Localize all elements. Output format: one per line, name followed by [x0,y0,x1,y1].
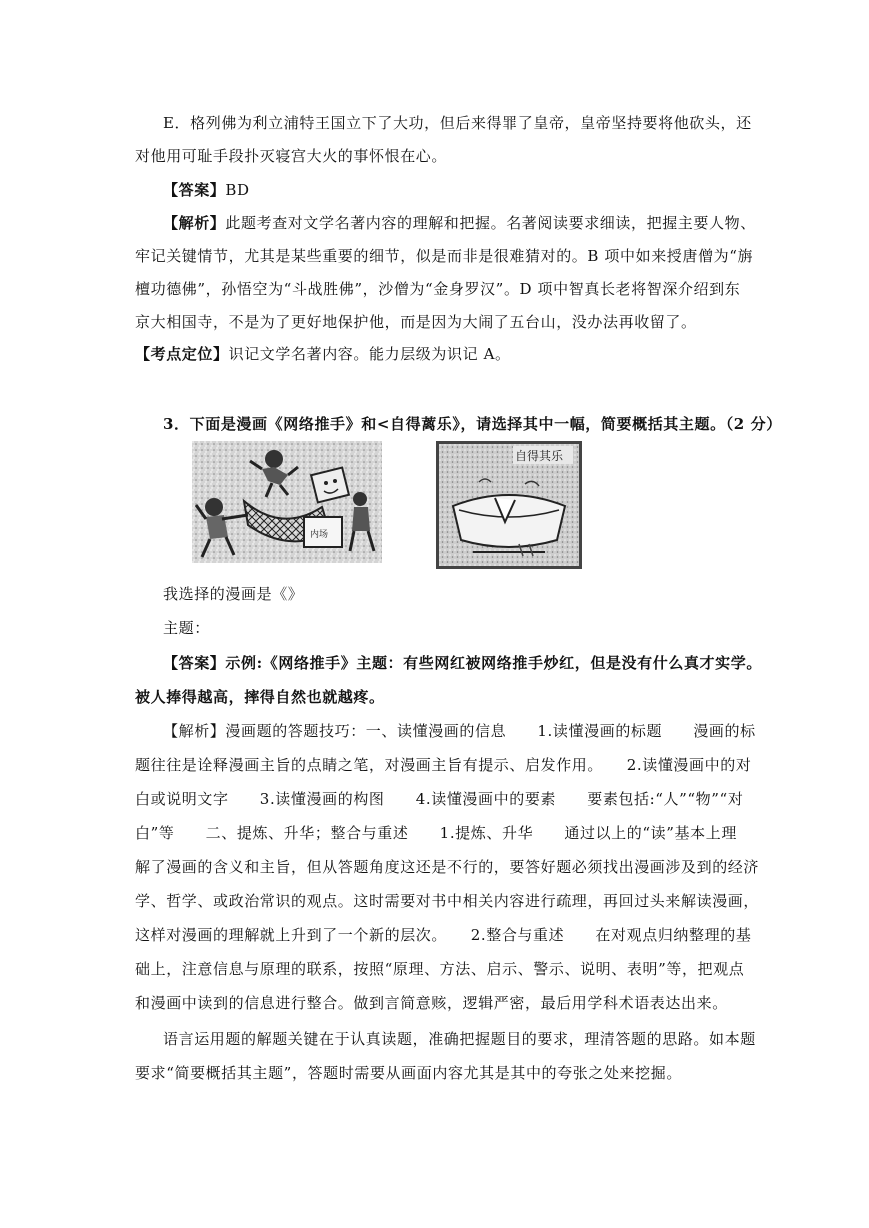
closing-line-1: 语言运用题的解题关键在于认真读题，准确把握题目的要求，理清答题的思路。如本题 [163,1030,756,1048]
comic-network-pusher-image [192,441,382,563]
kaodian-label: 【考点定位】 [135,345,229,363]
kaodian-value: 识记文学名著内容。能力层级为识记 A。 [228,345,511,363]
comic-2-title: 自得其乐 [515,449,564,463]
theme-prompt: 主题： [163,619,210,637]
analysis-3-line-7: 这样对漫画的理解就上升到了一个新的层次。 2.整合与重述 在对观点归纳整理的基 [135,926,752,944]
answer-value: BD [225,181,250,199]
analysis-1-line-2: 牢记关键情节，尤其是某些重要的细节，似是而非是很难猜对的。B 项中如来授唐僧为“旃 [135,247,754,265]
closing-line-2: 要求“简要概括其主题”，答题时需要从画面内容尤其是其中的夸张之处来挖掘。 [135,1064,682,1082]
analysis-3-line-8: 础上，注意信息与原理的联系，按照“原理、方法、启示、警示、说明、表明”等，把观点 [135,960,745,978]
analysis-3-line-6: 学、哲学、或政治常识的观点。这时需要对书中相关内容进行疏理，再回过头来解读漫画， [135,892,760,910]
analysis-1-line-4: 京大相国寺，不是为了更好地保护他，而是因为大闹了五台山，没办法再收留了。 [135,313,697,331]
analysis-3-line-1: 【解析】漫画题的答题技巧：一、读懂漫画的信息 1.读懂漫画的标题 漫画的标 [163,722,756,740]
analysis-3-line-2: 题往往是诠释漫画主旨的点睛之笔，对漫画主旨有提示、启发作用。 2.读懂漫画中的对 [135,756,752,774]
analysis-3-line-3: 白或说明文字 3.读懂漫画的构图 4.读懂漫画中的要素 要素包括:“人”“物”“对 [135,790,744,808]
option-e-line-1: E．格列佛为利立浦特王国立下了大功，但后来得罪了皇帝，皇帝坚持要将他砍头，还 [163,114,752,132]
answer-1 [163,180,250,200]
question-3: 3．下面是漫画《网络推手》和<自得蓠乐》，请选择其中一幅，简要概括其主题。（2 分） [163,415,782,433]
answer-3-line-2: 被人捧得越高，摔得自然也就越疼。 [135,688,385,706]
comic-choice-prompt: 我选择的漫画是《》 [163,585,304,603]
analysis-3-line-4: 白”等 二、提炼、升华；整合与重述 1.提炼、升华 通过以上的“读”基本上理 [135,824,737,842]
analysis-3-line-9: 和漫画中读到的信息进行整合。做到言简意赅，逻辑严密，最后用学科术语表达出来。 [135,994,728,1012]
analysis-3-line-5: 解了漫画的含义和主旨，但从答题角度这还是不行的，要答好题必须找出漫画涉及到的经济 [135,858,760,876]
analysis-label: 【解析】 [163,214,226,232]
analysis-1-line-3: 檀功德佛”，孙悟空为“斗战胜佛”，沙僧为“金身罗汉”。D 项中智真长老将智深介绍到东 [135,280,741,298]
comic-self-amusement-image [436,441,582,569]
answer-label: 【答案】 [163,181,226,199]
comic-self-amusement-drawing [439,444,579,566]
kaodian [135,344,511,364]
comic-1-box-label: 内场 [310,530,329,540]
option-e-line-2: 对他用可耻手段扑灭寝宫大火的事怀恨在心。 [135,147,448,165]
analysis-1-line-1: 【解析】此题考查对文学名著内容的理解和把握。名著阅读要求细读，把握主要人物、 [163,214,756,232]
comic-network-pusher-drawing [192,441,382,563]
answer-3-line-1: 【答案】示例:《网络推手》主题：有些网红被网络推手炒红，但是没有什么真才实学。 [163,654,762,672]
